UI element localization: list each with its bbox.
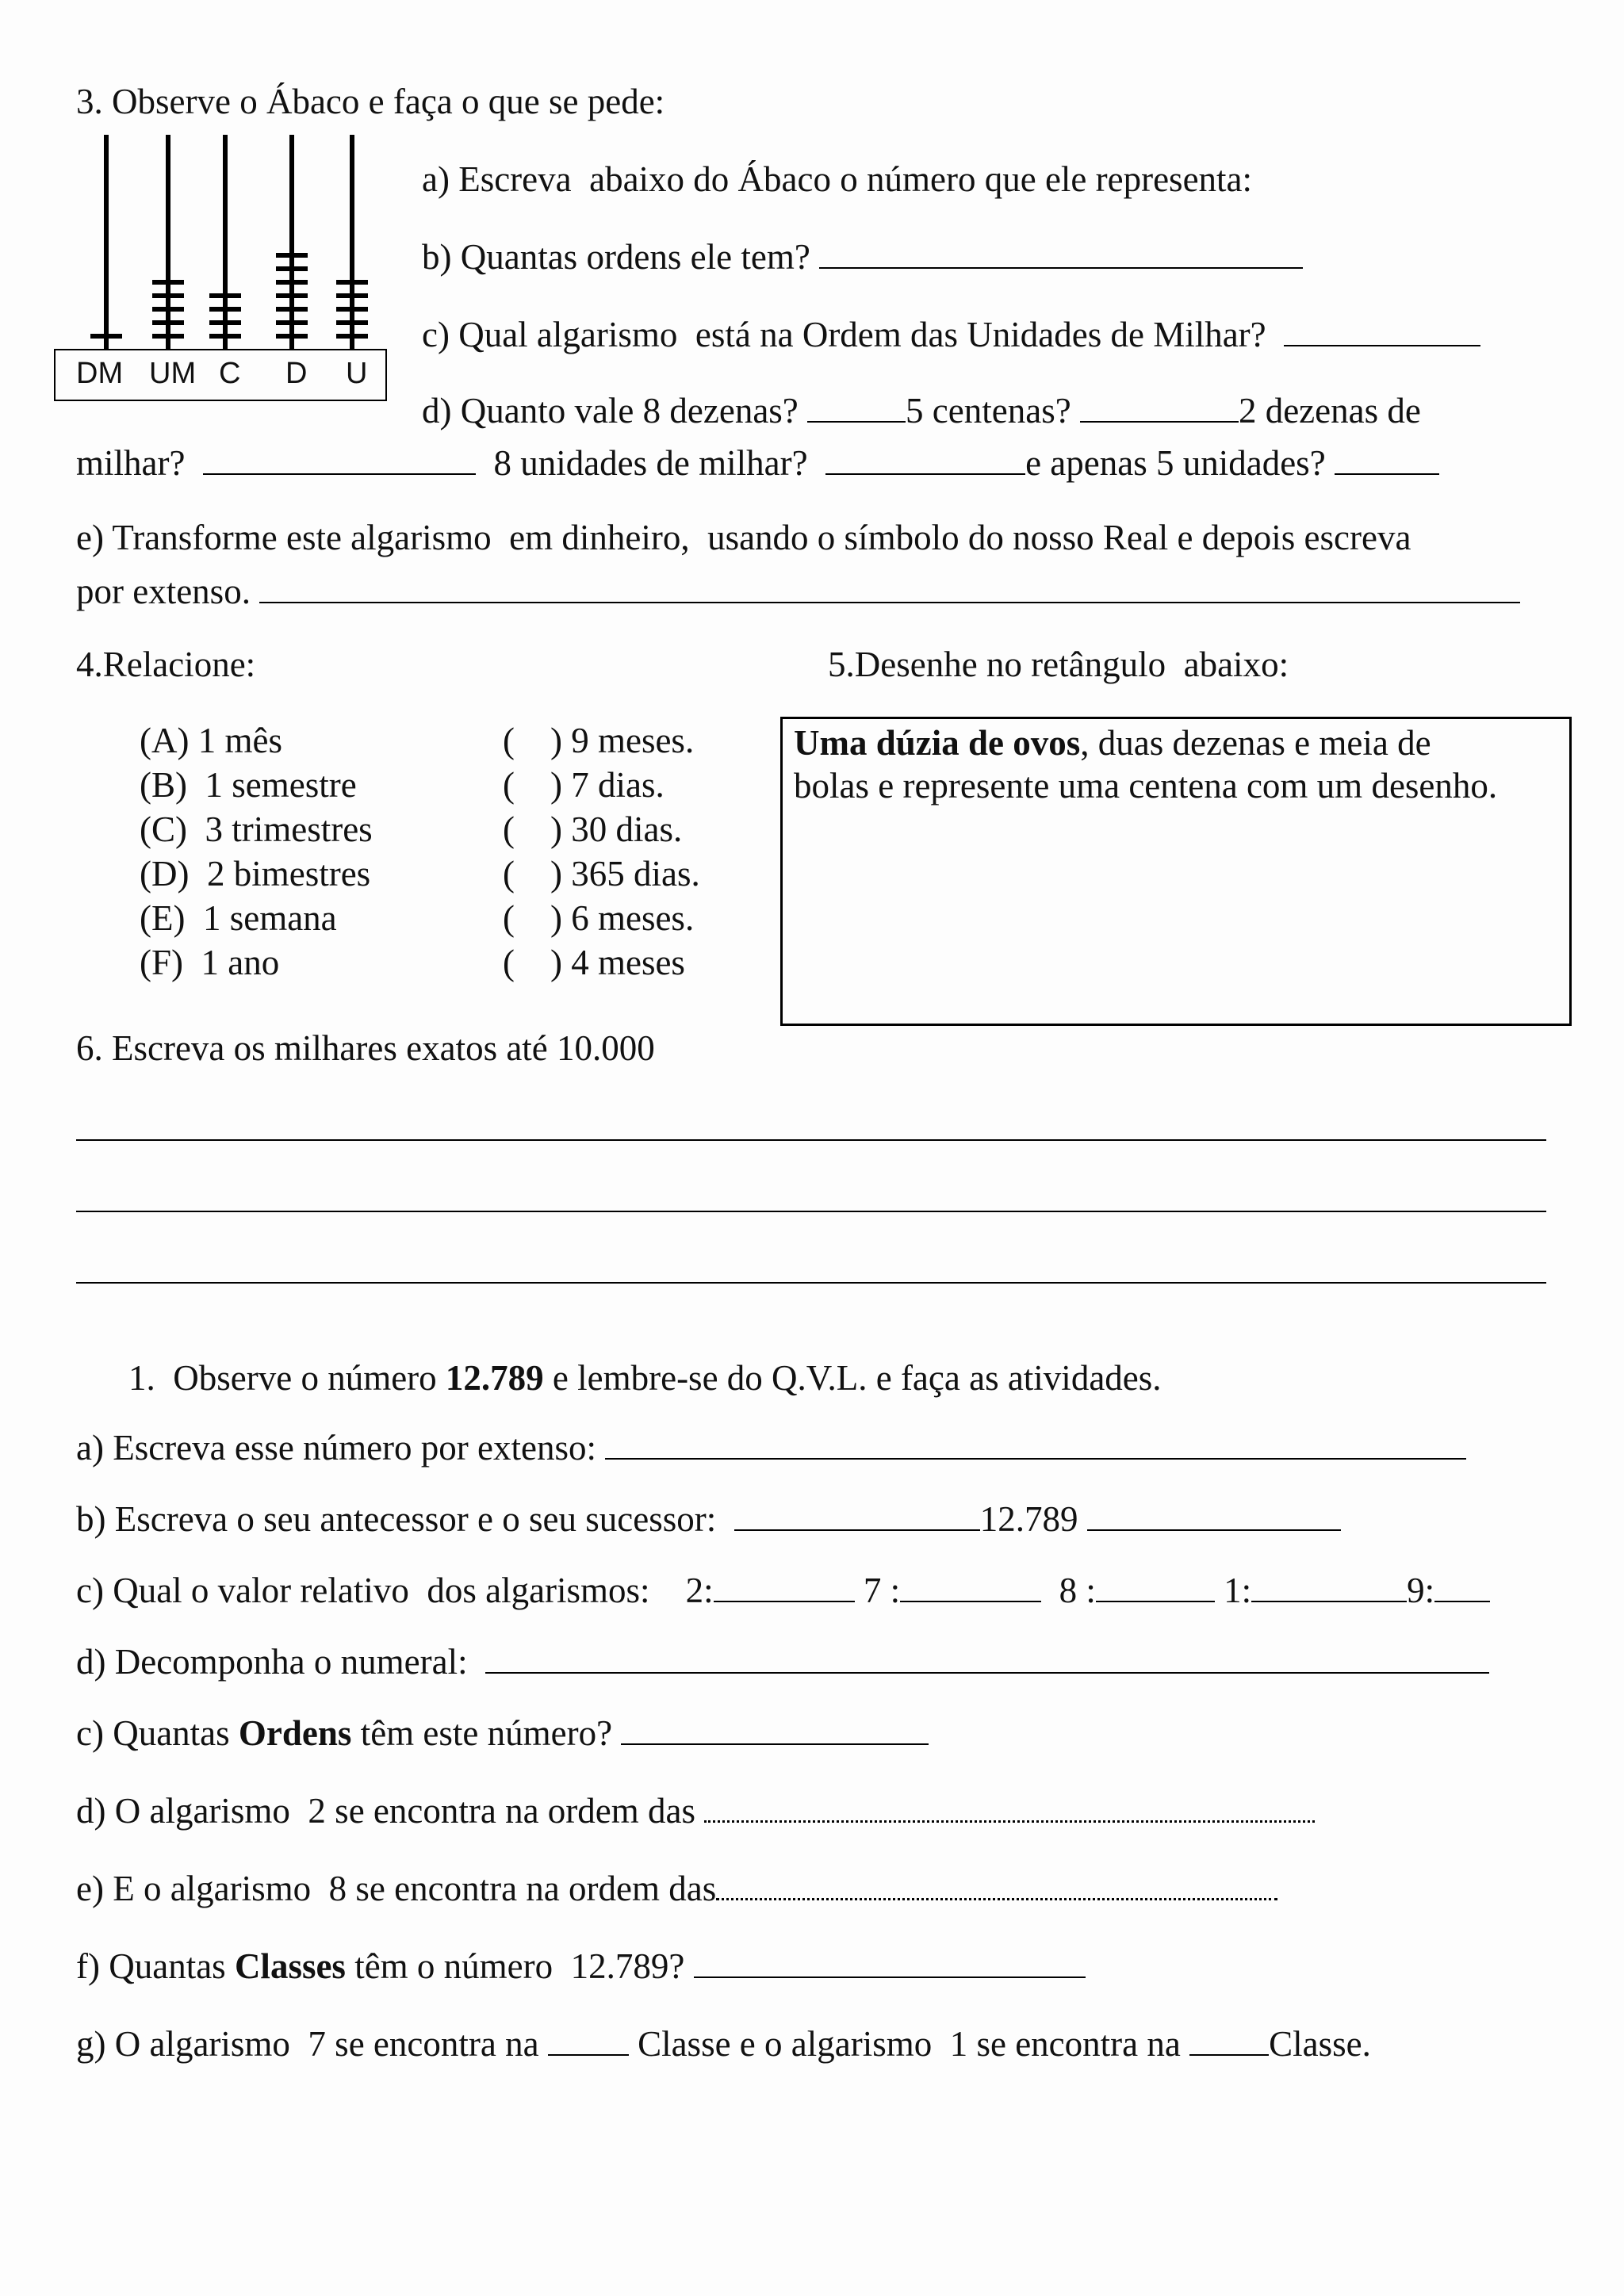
- q3-d-line1: d) Quanto vale 8 dezenas? 5 centenas? 2 dezenas de: [422, 391, 1421, 430]
- q1-d: d) Decomponha o numeral:: [76, 1640, 1489, 1684]
- q3-d-line2: milhar? 8 unidades de milhar? e apenas 5 unidades?: [76, 441, 1439, 485]
- abacus-label-c: C: [219, 357, 241, 390]
- q4-left-item: (E) 1 semana: [140, 898, 337, 938]
- q4-left-item: (A) 1 mês: [140, 721, 282, 760]
- q5-title: 5.Desenhe no retângulo abaixo:: [828, 645, 1289, 684]
- q3-a: a) Escreva abaixo do Ábaco o número que ele representa:: [422, 159, 1253, 199]
- q3-d-2dezenasmilhar-answer[interactable]: [203, 443, 476, 475]
- q4-left-item: (D) 2 bimestres: [140, 854, 371, 894]
- q1-d2-answer[interactable]: [704, 1790, 1315, 1823]
- q1-title: 1. Observe o número 12.789 e lembre-se do Q.V.L. e faça as atividades.: [128, 1358, 1162, 1398]
- q1-d2: d) O algarismo 2 se encontra na ordem das: [76, 1789, 1315, 1833]
- abacus-label-box: [54, 349, 387, 401]
- q4-right-item[interactable]: ( ) 4 meses: [503, 943, 685, 982]
- q6-answer-line-1[interactable]: [76, 1139, 1546, 1141]
- q1-c2: c) Quantas Ordens têm este número?: [76, 1711, 929, 1755]
- q5-drawing-box[interactable]: [780, 717, 1572, 1026]
- q1-b: b) Escreva o seu antecessor e o seu sucessor: 12.789: [76, 1497, 1341, 1541]
- q3-c-answer[interactable]: [1284, 315, 1480, 346]
- q4-right-item[interactable]: ( ) 365 dias.: [503, 854, 700, 894]
- q3-d-8dezenas-answer[interactable]: [807, 391, 906, 423]
- q1-f: f) Quantas Classes têm o número 12.789?: [76, 1944, 1086, 1988]
- q1-e: e) E o algarismo 8 se encontra na ordem das: [76, 1866, 1277, 1911]
- q1-c-2-answer[interactable]: [714, 1571, 855, 1602]
- q3-title: 3. Observe o Ábaco e faça o que se pede:: [76, 82, 665, 121]
- q1-g-7-answer[interactable]: [548, 2024, 629, 2056]
- q1-a-answer[interactable]: [605, 1428, 1466, 1460]
- q1-a: a) Escreva esse número por extenso:: [76, 1425, 1466, 1470]
- q4-right-item[interactable]: ( ) 9 meses.: [503, 721, 695, 760]
- q3-e-line2: por extenso.: [76, 569, 1520, 614]
- q4-right-item[interactable]: ( ) 6 meses.: [503, 898, 695, 938]
- q6-answer-line-3[interactable]: [76, 1282, 1546, 1284]
- q1-c-9-answer[interactable]: [1434, 1571, 1490, 1602]
- q4-title: 4.Relacione:: [76, 645, 256, 684]
- q1-c2-answer[interactable]: [621, 1713, 929, 1745]
- q3-e-answer[interactable]: [259, 572, 1520, 603]
- q6-title: 6. Escreva os milhares exatos até 10.000: [76, 1028, 655, 1068]
- q4-left-item: (B) 1 semestre: [140, 765, 357, 805]
- q5-box-line1: Uma dúzia de ovos, duas dezenas e meia de: [794, 723, 1431, 763]
- q3-d-5centenas-answer[interactable]: [1080, 391, 1239, 423]
- q1-d-answer[interactable]: [485, 1642, 1489, 1674]
- abacus-label-d: D: [285, 357, 308, 390]
- q3-d-5unidades-answer[interactable]: [1335, 443, 1439, 475]
- q1-g-1-answer[interactable]: [1189, 2024, 1269, 2056]
- q1-e-answer[interactable]: [716, 1868, 1277, 1900]
- q1-g: g) O algarismo 7 se encontra na Classe e o algarismo 1 se encontra na Classe.: [76, 2024, 1371, 2064]
- q4-right-item[interactable]: ( ) 30 dias.: [503, 809, 683, 849]
- q1-c-7-answer[interactable]: [900, 1571, 1041, 1602]
- q1-f-answer[interactable]: [694, 1946, 1086, 1978]
- abacus-label-um: UM: [149, 357, 197, 390]
- q1-b-sucessor-answer[interactable]: [1087, 1499, 1341, 1531]
- q3-b: b) Quantas ordens ele tem?: [422, 235, 1303, 279]
- q1-c-1-answer[interactable]: [1251, 1571, 1407, 1602]
- q1-c: c) Qual o valor relativo dos algarismos: 2: 7 : 8 : 1: 9:: [76, 1568, 1490, 1613]
- q5-box-line2: bolas e represente uma centena com um desenho.: [794, 766, 1498, 806]
- abacus-label-dm: DM: [76, 357, 124, 390]
- q1-b-antecessor-answer[interactable]: [734, 1499, 980, 1531]
- q3-b-answer[interactable]: [819, 237, 1303, 269]
- q4-left-item: (F) 1 ano: [140, 943, 280, 982]
- q3-e-line1: e) Transforme este algarismo em dinheiro, usando o símbolo do nosso Real e depois escreva: [76, 518, 1411, 557]
- q3-c: c) Qual algarismo está na Ordem das Unidades de Milhar?: [422, 312, 1480, 357]
- q3-d-8unidadesmilhar-answer[interactable]: [825, 443, 1025, 475]
- abacus-label-u: U: [346, 357, 368, 390]
- q4-right-item[interactable]: ( ) 7 dias.: [503, 765, 665, 805]
- q4-left-item: (C) 3 trimestres: [140, 809, 373, 849]
- q1-c-8-answer[interactable]: [1096, 1571, 1215, 1602]
- q6-answer-line-2[interactable]: [76, 1211, 1546, 1212]
